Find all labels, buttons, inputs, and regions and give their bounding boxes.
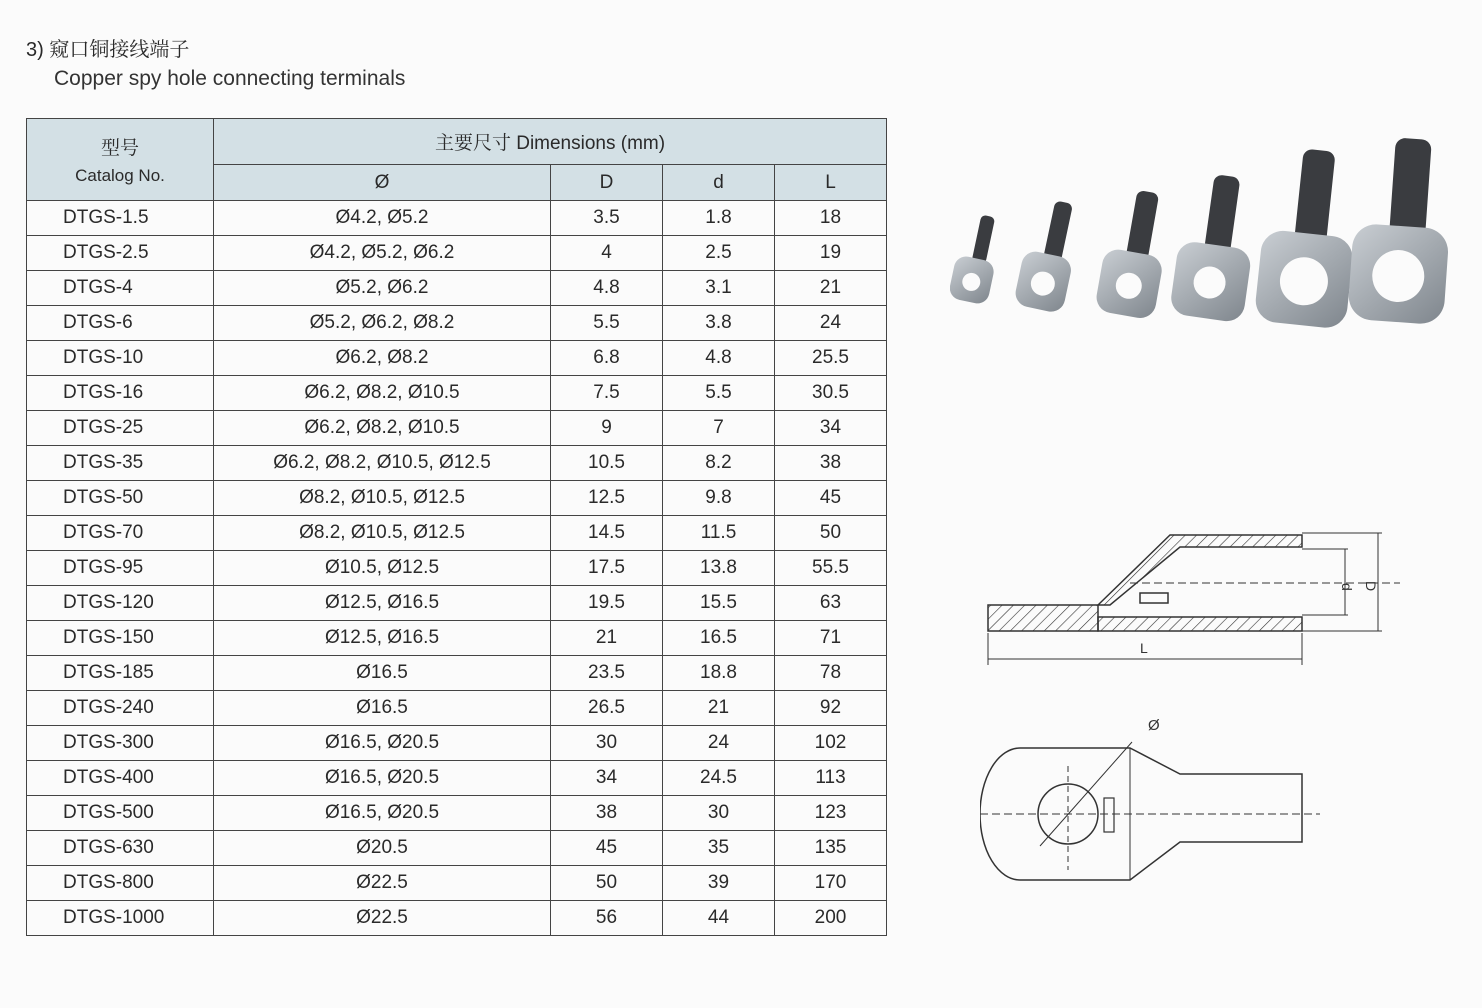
table-row (27, 796, 887, 831)
table-row (27, 586, 887, 621)
d-cell: 24.5 (663, 761, 775, 796)
catalog-cell: DTGS-10 (27, 341, 214, 376)
D-cell: 4 (551, 236, 663, 271)
catalog-cell: DTGS-150 (27, 621, 214, 656)
catalog-header-cn: 型号 (100, 138, 139, 159)
L-cell: 63 (775, 586, 887, 621)
L-cell: 24 (775, 306, 887, 341)
phi-cell: Ø6.2, Ø8.2, Ø10.5 (214, 411, 551, 446)
catalog-cell: DTGS-50 (27, 481, 214, 516)
D-cell: 6.8 (551, 341, 663, 376)
table-row (27, 271, 887, 306)
D-cell: 14.5 (551, 516, 663, 551)
D-cell: 23.5 (551, 656, 663, 691)
table-row (27, 341, 887, 376)
table-row (27, 376, 887, 411)
D-cell: 30 (551, 726, 663, 761)
phi-cell: Ø5.2, Ø6.2 (214, 271, 551, 306)
d-cell: 4.8 (663, 341, 775, 376)
d-cell: 18.8 (663, 656, 775, 691)
D-cell: 26.5 (551, 691, 663, 726)
table-row (27, 656, 887, 691)
top-view-diagram (980, 710, 1320, 900)
d-cell: 8.2 (663, 446, 775, 481)
catalog-cell: DTGS-1000 (27, 901, 214, 936)
col-header-d: d (663, 165, 775, 201)
side-view-diagram (980, 525, 1400, 675)
phi-cell: Ø16.5, Ø20.5 (214, 726, 551, 761)
catalog-header (27, 119, 214, 201)
L-cell: 25.5 (775, 341, 887, 376)
spec-table (26, 118, 887, 936)
table-row (27, 761, 887, 796)
phi-cell: Ø12.5, Ø16.5 (214, 586, 551, 621)
D-cell: 34 (551, 761, 663, 796)
L-cell: 200 (775, 901, 887, 936)
diagram-label-D: D (1363, 581, 1379, 592)
catalog-cell: DTGS-35 (27, 446, 214, 481)
L-cell: 34 (775, 411, 887, 446)
L-cell: 55.5 (775, 551, 887, 586)
phi-cell: Ø16.5 (214, 691, 551, 726)
d-cell: 11.5 (663, 516, 775, 551)
phi-cell: Ø8.2, Ø10.5, Ø12.5 (214, 481, 551, 516)
catalog-cell: DTGS-240 (27, 691, 214, 726)
L-cell: 78 (775, 656, 887, 691)
table-row (27, 551, 887, 586)
phi-cell: Ø12.5, Ø16.5 (214, 621, 551, 656)
d-cell: 2.5 (663, 236, 775, 271)
L-cell: 30.5 (775, 376, 887, 411)
d-cell: 21 (663, 691, 775, 726)
catalog-cell: DTGS-6 (27, 306, 214, 341)
L-cell: 19 (775, 236, 887, 271)
phi-cell: Ø6.2, Ø8.2, Ø10.5, Ø12.5 (214, 446, 551, 481)
phi-cell: Ø16.5, Ø20.5 (214, 796, 551, 831)
d-cell: 7 (663, 411, 775, 446)
catalog-cell: DTGS-2.5 (27, 236, 214, 271)
catalog-header-en: Catalog No. (75, 166, 165, 185)
d-cell: 15.5 (663, 586, 775, 621)
phi-cell: Ø6.2, Ø8.2, Ø10.5 (214, 376, 551, 411)
L-cell: 102 (775, 726, 887, 761)
table-row (27, 446, 887, 481)
col-header-D: D (551, 165, 663, 201)
catalog-cell: DTGS-25 (27, 411, 214, 446)
catalog-cell: DTGS-185 (27, 656, 214, 691)
lug-2 (1013, 196, 1085, 314)
D-cell: 4.8 (551, 271, 663, 306)
product-photo (950, 130, 1450, 340)
d-cell: 3.8 (663, 306, 775, 341)
L-cell: 123 (775, 796, 887, 831)
D-cell: 12.5 (551, 481, 663, 516)
L-cell: 21 (775, 271, 887, 306)
d-cell: 39 (663, 866, 775, 901)
phi-cell: Ø8.2, Ø10.5, Ø12.5 (214, 516, 551, 551)
catalog-cell: DTGS-95 (27, 551, 214, 586)
L-cell: 45 (775, 481, 887, 516)
L-cell: 50 (775, 516, 887, 551)
L-cell: 92 (775, 691, 887, 726)
catalog-cell: DTGS-400 (27, 761, 214, 796)
D-cell: 9 (551, 411, 663, 446)
catalog-cell: DTGS-500 (27, 796, 214, 831)
d-cell: 1.8 (663, 201, 775, 236)
table-row (27, 726, 887, 761)
phi-cell: Ø16.5, Ø20.5 (214, 761, 551, 796)
D-cell: 19.5 (551, 586, 663, 621)
section-heading-cn: 3) 窥口铜接线端子 (26, 39, 190, 61)
phi-cell: Ø22.5 (214, 866, 551, 901)
section-heading-en: Copper spy hole connecting terminals (54, 67, 406, 90)
d-cell: 16.5 (663, 621, 775, 656)
table-row (27, 866, 887, 901)
D-cell: 45 (551, 831, 663, 866)
catalog-cell: DTGS-300 (27, 726, 214, 761)
lug-1 (950, 211, 1005, 305)
table-row (27, 831, 887, 866)
phi-cell: Ø10.5, Ø12.5 (214, 551, 551, 586)
D-cell: 10.5 (551, 446, 663, 481)
D-cell: 3.5 (551, 201, 663, 236)
phi-cell: Ø22.5 (214, 901, 551, 936)
diagram-label-L: L (1140, 640, 1148, 656)
d-cell: 24 (663, 726, 775, 761)
L-cell: 18 (775, 201, 887, 236)
L-cell: 38 (775, 446, 887, 481)
catalog-cell: DTGS-4 (27, 271, 214, 306)
table-row (27, 621, 887, 656)
D-cell: 17.5 (551, 551, 663, 586)
L-cell: 71 (775, 621, 887, 656)
phi-cell: Ø20.5 (214, 831, 551, 866)
lug-6 (1347, 135, 1450, 325)
d-cell: 3.1 (663, 271, 775, 306)
diagram-label-phi: Ø (1148, 717, 1160, 734)
L-cell: 170 (775, 866, 887, 901)
phi-cell: Ø6.2, Ø8.2 (214, 341, 551, 376)
lug-3 (1094, 186, 1175, 321)
d-cell: 44 (663, 901, 775, 936)
phi-cell: Ø16.5 (214, 656, 551, 691)
table-row (27, 516, 887, 551)
d-cell: 13.8 (663, 551, 775, 586)
phi-cell: Ø4.2, Ø5.2 (214, 201, 551, 236)
catalog-cell: DTGS-120 (27, 586, 214, 621)
L-cell: 135 (775, 831, 887, 866)
D-cell: 56 (551, 901, 663, 936)
lug-4 (1169, 171, 1262, 324)
D-cell: 5.5 (551, 306, 663, 341)
table-row (27, 481, 887, 516)
d-cell: 9.8 (663, 481, 775, 516)
catalog-cell: DTGS-16 (27, 376, 214, 411)
table-row (27, 201, 887, 236)
phi-cell: Ø4.2, Ø5.2, Ø6.2 (214, 236, 551, 271)
L-cell: 113 (775, 761, 887, 796)
table-row (27, 411, 887, 446)
phi-cell: Ø5.2, Ø6.2, Ø8.2 (214, 306, 551, 341)
table-row (27, 901, 887, 936)
catalog-cell: DTGS-70 (27, 516, 214, 551)
dimensions-header: 主要尺寸 Dimensions (mm) (214, 119, 887, 165)
lug-5 (1254, 145, 1364, 330)
table-row (27, 306, 887, 341)
D-cell: 50 (551, 866, 663, 901)
D-cell: 7.5 (551, 376, 663, 411)
d-cell: 35 (663, 831, 775, 866)
D-cell: 38 (551, 796, 663, 831)
diagram-label-d: d (1339, 583, 1355, 591)
catalog-cell: DTGS-800 (27, 866, 214, 901)
col-header-L: L (775, 165, 887, 201)
catalog-cell: DTGS-630 (27, 831, 214, 866)
d-cell: 30 (663, 796, 775, 831)
table-row (27, 691, 887, 726)
table-row (27, 236, 887, 271)
d-cell: 5.5 (663, 376, 775, 411)
col-header-phi: Ø (214, 165, 551, 201)
D-cell: 21 (551, 621, 663, 656)
catalog-cell: DTGS-1.5 (27, 201, 214, 236)
table-body (27, 201, 887, 936)
